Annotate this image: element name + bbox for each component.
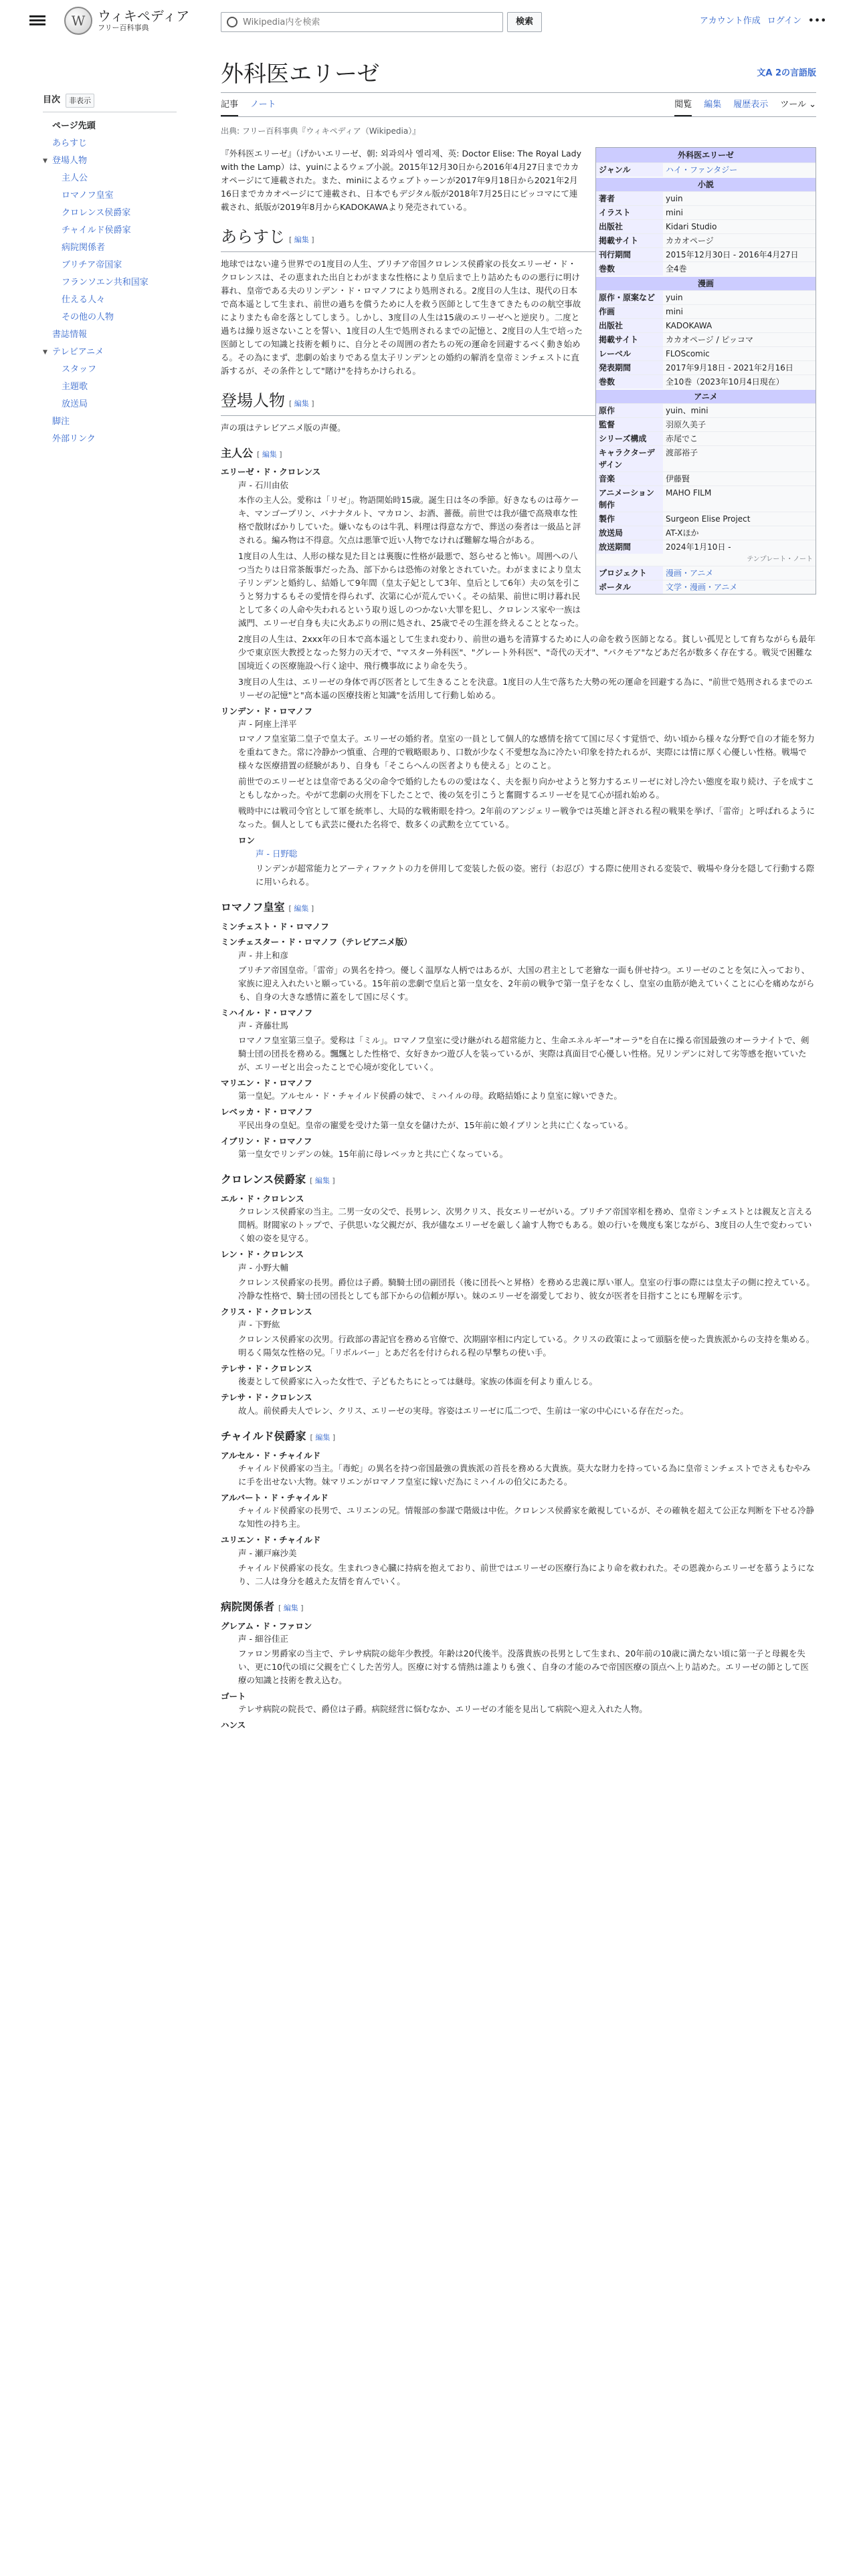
- voice-actor[interactable]: 声 - 石川由依: [238, 479, 288, 490]
- infobox-row: [596, 374, 816, 389]
- voice-actor[interactable]: 声 - 下野紘: [238, 1319, 280, 1330]
- toc-header: [43, 94, 177, 112]
- infobox-row: [596, 486, 816, 512]
- infobox-section-heading: 漫画: [596, 277, 816, 290]
- character-name: レン・ド・クロレンス: [221, 1249, 304, 1260]
- infobox-key: アニメーション制作: [596, 486, 663, 512]
- toc-item[interactable]: [43, 135, 177, 152]
- section-heading-protagonist: 主人公 [ 編集 ]: [221, 446, 282, 459]
- chevron-down-icon[interactable]: ▼: [43, 158, 47, 165]
- character-name: グレアム・ド・ファロン: [221, 1620, 312, 1631]
- toc-item[interactable]: [43, 431, 177, 448]
- infobox-key: 音楽: [596, 472, 663, 486]
- table-of-contents: [43, 94, 177, 448]
- toc-item-label: 登場人物: [52, 156, 88, 167]
- infobox-key: 巻数: [596, 262, 663, 276]
- tab-read[interactable]: 閲覧: [674, 98, 692, 116]
- character-desc: [221, 1119, 816, 1132]
- toc-item-label: 脚注: [52, 417, 70, 427]
- infobox-key: ポータル: [596, 580, 663, 594]
- character-entry: [221, 705, 816, 831]
- character-desc: [238, 847, 816, 889]
- infobox-value: Kidari Studio: [666, 221, 717, 231]
- infobox-key: 出版社: [596, 319, 663, 332]
- infobox-value: Surgeon Elise Project: [666, 514, 751, 524]
- infobox-value: 全4巻: [666, 263, 687, 274]
- toc-item-label: スタッフ: [62, 364, 97, 375]
- character-text: 後妻として侯爵家に入った女性で、子どもたちにとっては継母。家族の体面を何より重んじる。: [238, 1376, 598, 1387]
- toc-hide-button[interactable]: 非表示: [66, 94, 94, 108]
- infobox-value: カカオページ: [666, 235, 714, 245]
- character-name: エル・ド・クロレンス: [221, 1193, 304, 1204]
- section-heading-clorence: クロレンス侯爵家 [ 編集 ]: [221, 1173, 335, 1186]
- infobox-title: 外科医エリーゼ: [596, 148, 816, 163]
- top-bar: [0, 0, 859, 43]
- infobox-section-heading: 小説: [596, 178, 816, 191]
- character-text: ファロン男爵家の当主で、テレサ病院の総年少教授。年齢は20代後半。没落貴族の長男として生まれ、20年前の10歳に満たない頃に第一子と母親を失い、更に10代の頃に父親を亡くした苦労人。医療に対する情熱は誰よりも強く、自身の才能のみで帝国医療の頂点へ上り詰めた。エリーゼの師として医療の知識と技術を教え込む。: [238, 1648, 809, 1685]
- toc-item-label: あらすじ: [52, 138, 88, 149]
- wikipedia-logo[interactable]: [64, 7, 189, 35]
- infobox-key: プロジェクト: [596, 566, 663, 580]
- toc-item-label: 書誌情報: [52, 330, 88, 340]
- infobox-value: 渡部裕子: [666, 447, 698, 457]
- infobox-row: [596, 431, 816, 445]
- infobox-row: [596, 540, 816, 554]
- page-tabs: [221, 98, 816, 117]
- infobox-key: 放送期間: [596, 540, 663, 554]
- voice-actor[interactable]: 声 - 瀬戸麻沙美: [238, 1547, 297, 1558]
- character-text: リンデンが超常能力とアーティファクトの力を併用して変装した仮の姿。密行（お忍び）する際に使用される変装で、戦場や身分を隠して行動する際に用いられる。: [256, 863, 815, 887]
- character-desc: [221, 1632, 816, 1687]
- toc-list: [43, 118, 177, 448]
- character-text: ロマノフ皇室第三皇子。愛称は「ミル」。ロマノフ皇室に受け継がれる超常能力と、生命エネルギー"オーラ"を自在に操る帝国最強のオーラナイトで、剣騎士団の団長を務める。飄飄とした性格で、女好きかつ遊び人を装っているが、実際は真面目で心優しい性格。兄リンデンに対して劣等感を抱いていたが、エリーゼと出会ったことで心境が変化していく。: [238, 1035, 809, 1073]
- edit-link[interactable]: 編集: [294, 399, 309, 408]
- tab-edit[interactable]: 編集: [704, 100, 722, 110]
- character-name: レベッカ・ド・ロマノフ: [221, 1107, 313, 1117]
- character-desc: [221, 1089, 816, 1103]
- toc-item[interactable]: [43, 344, 177, 361]
- main-content: [221, 62, 816, 1735]
- character-paragraph: 本作の主人公。愛称は「リゼ」。物語開始時15歳。誕生日は冬の季節。好きなものは苺ケーキ、マンゴープリン、パナナタルト、マカロン、お酒、薔薇。前世では我が儘で高飛車な性格で散財ばかりしていた。嫌いなものは牛乳、料理は得意な方で、葬送の奏者は一級品と評される。編み物は不得意。欠点は悪筆で近い人物でなければ難解な場合がある。: [238, 494, 581, 545]
- toc-title: 目次: [43, 95, 61, 106]
- character-desc: [221, 1547, 816, 1588]
- toc-item-label: その他の人物: [62, 312, 114, 323]
- infobox-row: [596, 580, 816, 594]
- character-name: マリエン・ド・ロマノフ: [221, 1078, 312, 1089]
- character-name: アルバート・ド・チャイルド: [221, 1493, 328, 1503]
- character-name: ゴート: [221, 1691, 246, 1701]
- character-desc: [221, 1504, 816, 1531]
- infobox-row: [596, 163, 816, 177]
- infobox-row: [596, 247, 816, 261]
- infobox-value: 赤尾でこ: [666, 433, 698, 443]
- character-name: イブリン・ド・ロマノフ: [221, 1136, 312, 1146]
- infobox-value: yuin、mini: [666, 405, 708, 415]
- character-name: テレサ・ド・クロレンス: [221, 1364, 312, 1374]
- infobox-value: 伊藤賢: [666, 473, 690, 484]
- character-desc: [221, 1261, 816, 1303]
- infobox-key: 掲載サイト: [596, 234, 663, 247]
- infobox-row: [596, 318, 816, 332]
- toc-item-label: テレビアニメ: [52, 347, 104, 358]
- character-name: アルセル・ド・チャイルド: [221, 1450, 321, 1461]
- toc-item[interactable]: [43, 257, 177, 274]
- voice-actor[interactable]: 声 - 斉藤壮馬: [238, 1021, 288, 1031]
- section-heading-hospital: 病院関係者 [ 編集 ]: [221, 1600, 304, 1613]
- more-menu-button[interactable]: •••: [808, 16, 827, 26]
- character-groups: [221, 899, 816, 1732]
- character-name: ミンチェスト・ド・ロマノフ: [221, 921, 329, 932]
- infobox-value: KADOKAWA: [666, 320, 712, 330]
- edit-link[interactable]: 編集: [314, 1176, 330, 1186]
- infobox-key: 著者: [596, 192, 663, 205]
- edit-link[interactable]: 編集: [315, 1432, 330, 1442]
- character-text: ブリチア帝国皇帝。「雷帝」の異名を持つ。優しく温厚な人柄ではあるが、大国の君主として老獪な一面も併せ持つ。エリーゼのことを気に入っており、家族に迎え入れたいと願っている。15年前の悲劇で皇后と第一皇女を、2年前の戦争で第一皇子をなくし、皇室の血筋が絶えていくことに心を痛めながらも、自身の大きな感情に蓋をして国に尽くす。: [238, 964, 815, 1002]
- infobox-value: 2015年12月30日 - 2016年4月27日: [666, 249, 799, 259]
- character-text: 平民出身の皇妃。皇帝の寵愛を受けた第一皇女を儲けたが、15年前に娘イブリンと共に亡くなっている。: [238, 1119, 634, 1130]
- character-name: ミンチェスター・ド・ロマノフ（テレビアニメ版）: [221, 937, 412, 948]
- infobox-key: 掲載サイト: [596, 333, 663, 346]
- toc-item[interactable]: [43, 361, 177, 379]
- infobox-value[interactable]: 文学・漫画・アニメ: [666, 582, 738, 592]
- toc-item[interactable]: [43, 170, 177, 187]
- infobox-value: mini: [666, 207, 683, 217]
- infobox-key: 監督: [596, 418, 663, 431]
- search-input[interactable]: [243, 17, 502, 27]
- toc-item[interactable]: [43, 222, 177, 239]
- character-desc: [221, 1318, 816, 1360]
- infobox-key: 製作: [596, 512, 663, 526]
- character-paragraph: 戦時中には戦司令官として軍を統率し、大局的な戦術眼を持つ。2年前のアンジェリー戦争では英雄と評される程の戦果を挙げ、「雷帝」と呼ばれるようになった。個人としても武芸に優れた名将で、数多くの武勲を立てている。: [238, 806, 816, 830]
- infobox-value[interactable]: ハイ・ファンタジー: [666, 165, 738, 175]
- infobox-value[interactable]: 漫画・アニメ: [666, 568, 714, 578]
- infobox-key: 原作: [596, 404, 663, 417]
- infobox-value: AT-Xほか: [666, 528, 699, 538]
- infobox-key: シリーズ構成: [596, 432, 663, 445]
- edit-link[interactable]: 編集: [294, 235, 309, 244]
- infobox-key: 出版社: [596, 220, 663, 233]
- wordmark: ウィキペディア: [98, 8, 190, 24]
- voice-actor[interactable]: 声 - 細谷佳正: [238, 1633, 288, 1644]
- toc-item[interactable]: [43, 274, 177, 292]
- source-line: 出典: フリー百科事典『ウィキペディア（Wikipedia）』: [221, 126, 421, 136]
- infobox-section-heading: アニメ: [596, 390, 816, 403]
- toc-item[interactable]: [43, 396, 177, 413]
- toc-item-label: 外部リンク: [52, 434, 96, 445]
- character-desc: [221, 949, 816, 1004]
- character-text: チャイルド侯爵家の当主。「毒蛇」の異名を持つ帝国最強の貴族派の首長を務める大貴族。莫大な財力を持っている為に皇帝ミンチェストでさえもむやみに手を出せない大物。妹マリエンがロマノフ皇室に嫁いだ為にミハイルの伯父にあたる。: [238, 1463, 811, 1487]
- chevron-down-icon[interactable]: ▼: [43, 349, 47, 356]
- infobox-row: [596, 191, 816, 205]
- toc-item-label: ページ先頭: [52, 121, 96, 132]
- infobox-row: [596, 417, 816, 431]
- toc-item-label: クロレンス侯爵家: [62, 208, 131, 219]
- wikipedia-globe-icon: W: [64, 7, 92, 35]
- character-text: 故人。前侯爵夫人でレン、クリス、エリーゼの実母。容姿はエリーゼに瓜二つで、生前は一家の中心にいる存在だった。: [238, 1405, 689, 1416]
- section-heading-child: チャイルド侯爵家 [ 編集 ]: [221, 1429, 336, 1442]
- character-desc: [221, 1205, 816, 1245]
- infobox-value: mini: [666, 306, 683, 316]
- toc-item-label: 放送局: [62, 399, 88, 410]
- section-heading-characters: 登場人物 [ 編集 ]: [221, 391, 816, 416]
- infobox-row: [596, 290, 816, 304]
- infobox-row: [596, 566, 816, 580]
- page-title: 外科医エリーゼ: [221, 62, 816, 93]
- infobox-key: レーベル: [596, 347, 663, 360]
- infobox-row: [596, 332, 816, 346]
- search-button[interactable]: 検索: [507, 12, 542, 32]
- character-paragraph: ロマノフ皇室第二皇子で皇太子。エリーゼの婚約者。皇室の一員として個人的な感情を捨てて国に尽くす覚悟で、幼い頃から様々な分野で自の才能を努力を重ねてきた。常に冷静かつ慎重、合理的で戦略眼あり、口数が少なく不愛想な為に冷たい印象を持たれるが、実際には情に厚く心優しい性格。戦場で様々な医療措置の経験があり、自身も「そこらへんの医者よりも使える」とのこと。: [238, 734, 815, 771]
- toc-item-label: ロマノフ皇室: [62, 191, 114, 201]
- infobox-key: ジャンル: [596, 163, 663, 177]
- voice-actor[interactable]: 声 - 日野聡: [256, 849, 298, 859]
- toc-item-label: 病院関係者: [62, 243, 106, 253]
- character-name: ミハイル・ド・ロマノフ: [221, 1007, 313, 1018]
- infobox-value: yuin: [666, 292, 683, 302]
- sub-character: [221, 834, 816, 889]
- toc-item[interactable]: [43, 379, 177, 396]
- infobox-row: [596, 304, 816, 318]
- character-text: チャイルド侯爵家の長男で、ユリエンの兄。情報部の参謀で階級は中佐。クロレンス侯爵家を敵視しているが、その確執を超えて公正な判断を下せる冷静な知性の持ち主。: [238, 1505, 814, 1529]
- lead-paragraph: 『外科医エリーゼ』（げかいエリーゼ、朝: 외과의사 엘리제、英: Doctor Elise: The Royal Lady with the Lamp）は、yuinによるウェブ小説。2015年12月30日から2016年4月27日までカカオページにて連載された。また、miniによるウェブトゥーンが2017年9月18日から2021年2月16日までカカオページにて連載され、日本でもデジタル版が2018年7月25日にピッコマにて連載され、紙版が2019年8月からKADOKAWAより発売されている。: [221, 148, 581, 212]
- translate-icon: 文A: [757, 68, 775, 78]
- character-name: エリーゼ・ド・クロレンス: [221, 467, 321, 477]
- infobox-key: 刊行期間: [596, 248, 663, 261]
- character-name: ハンス: [221, 1720, 246, 1731]
- character-text: 第一皇女でリンデンの妹。15年前に母レベッカと共に亡くなっている。: [238, 1149, 508, 1160]
- infobox-key: 発表期間: [596, 361, 663, 374]
- character-name: クリス・ド・クロレンス: [221, 1306, 312, 1317]
- edit-link[interactable]: 編集: [283, 1603, 298, 1612]
- character-paragraph: 前世でのエリーゼとは皇帝である父の命令で婚約したものの愛はなく、夫を振り向かせようと努力するエリーゼに対し冷たい態度を取り続け、子を成すこともしなかった。やがて悲劇の火刑を下したことで、後の気を引こうと奮闘するエリーゼを見て心が揺れ始める。: [238, 776, 815, 800]
- edit-link[interactable]: 編集: [294, 904, 309, 914]
- infobox-row: [596, 403, 816, 417]
- toc-item[interactable]: [43, 413, 177, 431]
- infobox-key: 作画: [596, 305, 663, 318]
- infobox-value: yuin: [666, 193, 683, 203]
- character-text: チャイルド侯爵家の長女。生まれつき心臓に持病を抱えており、前世ではエリーゼの医療行為により命を救われた。その恩義からエリーゼを慕うようになり、二人は身分を越えた友情を育んでいく。: [238, 1562, 815, 1586]
- character-paragraph: 2度目の人生は、2xxx年の日本で高本遥として生まれ変わり、前世の過ちを清算するために人の命を救う医師となる。貧しい孤児として育ちながらも最年少で東京医大教授となった努力の天才で、"マスター外科医"、"グレート外科医"、"奇代の天才"、"パクモア"などあだ名が数多く存在する。戦災で困難な国境近くの医療施設へ行く途中、飛行機事故により命を失う。: [238, 633, 816, 671]
- infobox-key: イラスト: [596, 206, 663, 219]
- language-button[interactable]: 文A 2の言語版: [757, 68, 816, 78]
- character-text: クロレンス侯爵家の長男。爵位は子爵。騎騎士団の副団長（後に団長へと昇格）を務める忠義に厚い軍人。皇室の行事の際には皇太子の側に控えている。冷静な性格で、騎士団の団長としても部下からの信頼が厚い。妹のエリーゼを溺愛しており、彼女が医者を目指すことにも理解を示す。: [238, 1277, 815, 1301]
- toc-item[interactable]: [43, 326, 177, 344]
- login-link[interactable]: ログイン: [767, 16, 802, 26]
- infobox-row: [596, 445, 816, 471]
- character-desc: [221, 718, 816, 831]
- tab-history[interactable]: 履歴表示: [733, 100, 769, 110]
- infobox-row: [596, 471, 816, 486]
- toc-item-label: 仕える人々: [62, 295, 106, 306]
- character-desc: [221, 1375, 816, 1388]
- toc-item[interactable]: [43, 239, 177, 257]
- infobox-row: [596, 233, 816, 247]
- infobox-value: 全10巻（2023年10月4日現在）: [666, 377, 784, 387]
- characters-note: 声の項はテレビアニメ版の声優。: [221, 422, 346, 433]
- infobox-row: [596, 360, 816, 374]
- character-text: 第一皇妃。アルセル・ド・チャイルド侯爵の妹で、ミハイルの母。政略結婚により皇室に嫁いできた。: [238, 1091, 622, 1101]
- infobox-value: カカオページ / ピッコマ: [666, 334, 753, 344]
- toc-item-label: 主人公: [62, 173, 88, 184]
- infobox-key: キャラクターデザイン: [596, 446, 663, 471]
- toc-item[interactable]: [43, 309, 177, 326]
- character-text: クロレンス侯爵家の次男。行政部の書記官を務める官僚で、次期副宰相に内定している。クリスの政策によって頭脳を使った貴族派からの支持を集める。明るく陽気な性格の兄。「リボルバー」とあだ名を付けられる程の早撃ちの使い手。: [238, 1334, 815, 1358]
- voice-actor[interactable]: 声 - 小野大輔: [238, 1262, 288, 1273]
- infobox-key: 放送局: [596, 526, 663, 540]
- infobox-row: [596, 526, 816, 540]
- toc-item-label: 主題歌: [62, 382, 88, 393]
- character-name: リンデン・ド・ロマノフ: [221, 706, 312, 716]
- section-heading-synopsis: あらすじ [ 編集 ]: [221, 227, 816, 252]
- edit-link[interactable]: 編集: [262, 449, 277, 459]
- tagline: フリー百科事典: [98, 23, 149, 32]
- toc-item[interactable]: [43, 187, 177, 205]
- user-actions: [700, 15, 827, 28]
- character-desc: [221, 1019, 816, 1074]
- toc-item-label: フランソエン共和国家: [62, 278, 149, 288]
- infobox-row: [596, 346, 816, 360]
- search-icon: [227, 17, 237, 27]
- character-name: ユリエン・ド・チャイルド: [221, 1535, 321, 1545]
- toc-item-label: チャイルド侯爵家: [62, 225, 131, 236]
- template-link[interactable]: テンプレート・ノート: [747, 555, 813, 563]
- character-text: テレサ病院の院長で、爵位は子爵。病院経営に悩むなか、エリーゼの才能を見出して病院へ迎え入れた人物。: [238, 1704, 648, 1715]
- toc-item[interactable]: [43, 205, 177, 222]
- infobox-sections: [596, 178, 816, 554]
- character-text: クロレンス侯爵家の当主。二男一女の父で、長男レン、次男クリス、長女エリーゼがいる。ブリチア帝国宰相を務め、皇帝ミンチェストとは親友と言える間柄。財閥家のトップで、子供思いな父親だが、我が儘なエリーゼを厳しく諭す人物でもある。娘の行いを幾度も案じながら、3度目の人生で変わっていく娘の姿を見守る。: [238, 1206, 813, 1244]
- infobox-row: [596, 219, 816, 233]
- infobox-key: 巻数: [596, 375, 663, 389]
- search-box: [221, 12, 503, 32]
- hamburger-icon[interactable]: [29, 13, 45, 29]
- infobox-value: 2024年1月10日 -: [666, 542, 731, 552]
- infobox-value: MAHO FILM: [666, 488, 712, 498]
- tab-tools[interactable]: ツール ⌄: [780, 100, 816, 110]
- synopsis-text: 地球ではない違う世界での1度目の人生、ブリチア帝国クロレンス侯爵家の長女エリーゼ・ド・クロレンスは、その恵まれた出自とわがままな性格により皇后まで上り詰めたものの悪行に明け暮れ、皇帝である夫のリンデン・ド・ロマノフにより処刑される。2度目の人生は、現代の日本で高本遥として生まれ、前世の過ちを償うために人を救う医師として生きてきたものの航空事故によりまたも命を落としてしまう。しかし、3度目の人生は15歳のエリーゼへと逆戻り。二度と過ちは繰り返さないことを誓い、1度目の人生で処刑されるまでの記憶と、2度目の人生で培った医師としての知識と技術を頼りに、自分とその周囲の者たちの死の運命を回避するべく動き始める。その為にまず、悲劇の始まりである皇太子リンデンとの婚約の解消を皇帝ミンチェストに直訴するが、その条件として"賭け"を持ちかけられる。: [221, 258, 583, 376]
- section-heading-romanov: ロマノフ皇室 [ 編集 ]: [221, 901, 314, 914]
- toc-item-label: ブリチア帝国家: [62, 260, 122, 271]
- infobox: [595, 147, 816, 595]
- infobox-row: [596, 512, 816, 526]
- infobox-row: [596, 205, 816, 219]
- toc-item[interactable]: [43, 152, 177, 170]
- character-desc: [221, 1462, 816, 1489]
- voice-actor[interactable]: 声 - 井上和彦: [238, 950, 288, 960]
- infobox-value: 2017年9月18日 - 2021年2月16日: [666, 362, 793, 372]
- infobox-key: 原作・原案など: [596, 291, 663, 304]
- create-account-link[interactable]: アカウント作成: [699, 16, 761, 26]
- voice-actor[interactable]: 声 - 阿座上洋平: [238, 719, 297, 730]
- infobox-value: 羽原久美子: [666, 419, 706, 429]
- character-desc: [221, 1703, 816, 1716]
- toc-item[interactable]: [43, 292, 177, 309]
- tab-talk[interactable]: ノート: [250, 100, 276, 110]
- toc-item[interactable]: [43, 118, 177, 135]
- character-name: ロン: [238, 835, 256, 846]
- character-paragraph: 3度目の人生は、エリーゼの身体で再び医者として生きることを決意。1度目の人生で落ちた大勢の死の運命を回避する為に、"前世で処刑されるまでのエリーゼの記憶"と"高本遥の医療技術と知識"を活用して行動し始める。: [238, 676, 813, 700]
- character-desc: [221, 1404, 816, 1418]
- character-paragraph: 1度目の人生は、人形の様な見た目とは裏腹に性格が最悪で、怒らせると怖い。周囲への八つ当たりは日常茶飯事だった為、部下からは恐怖の対象とされていた。わがままにより皇太子リンデンと婚約し、結婚して9年間（皇太子妃として3年、皇后として6年）夫の気を引こうと努力するもその愛情を得られず、次第に心が荒んでいく。その結果、前世に明け暮れ民として多くの人命や失われるという取り返しのつかない大罪を犯し、クロレンス家や一族は滅門、エリーゼ自身も夫に火あぶりの刑に処され、25歳でその生涯を終えることとなった。: [238, 550, 584, 628]
- character-name: テレサ・ド・クロレンス: [221, 1392, 312, 1403]
- infobox-row: [596, 261, 816, 276]
- tab-article[interactable]: 記事: [221, 98, 238, 116]
- infobox-value: FLOScomic: [666, 348, 710, 358]
- character-desc: [221, 1148, 816, 1161]
